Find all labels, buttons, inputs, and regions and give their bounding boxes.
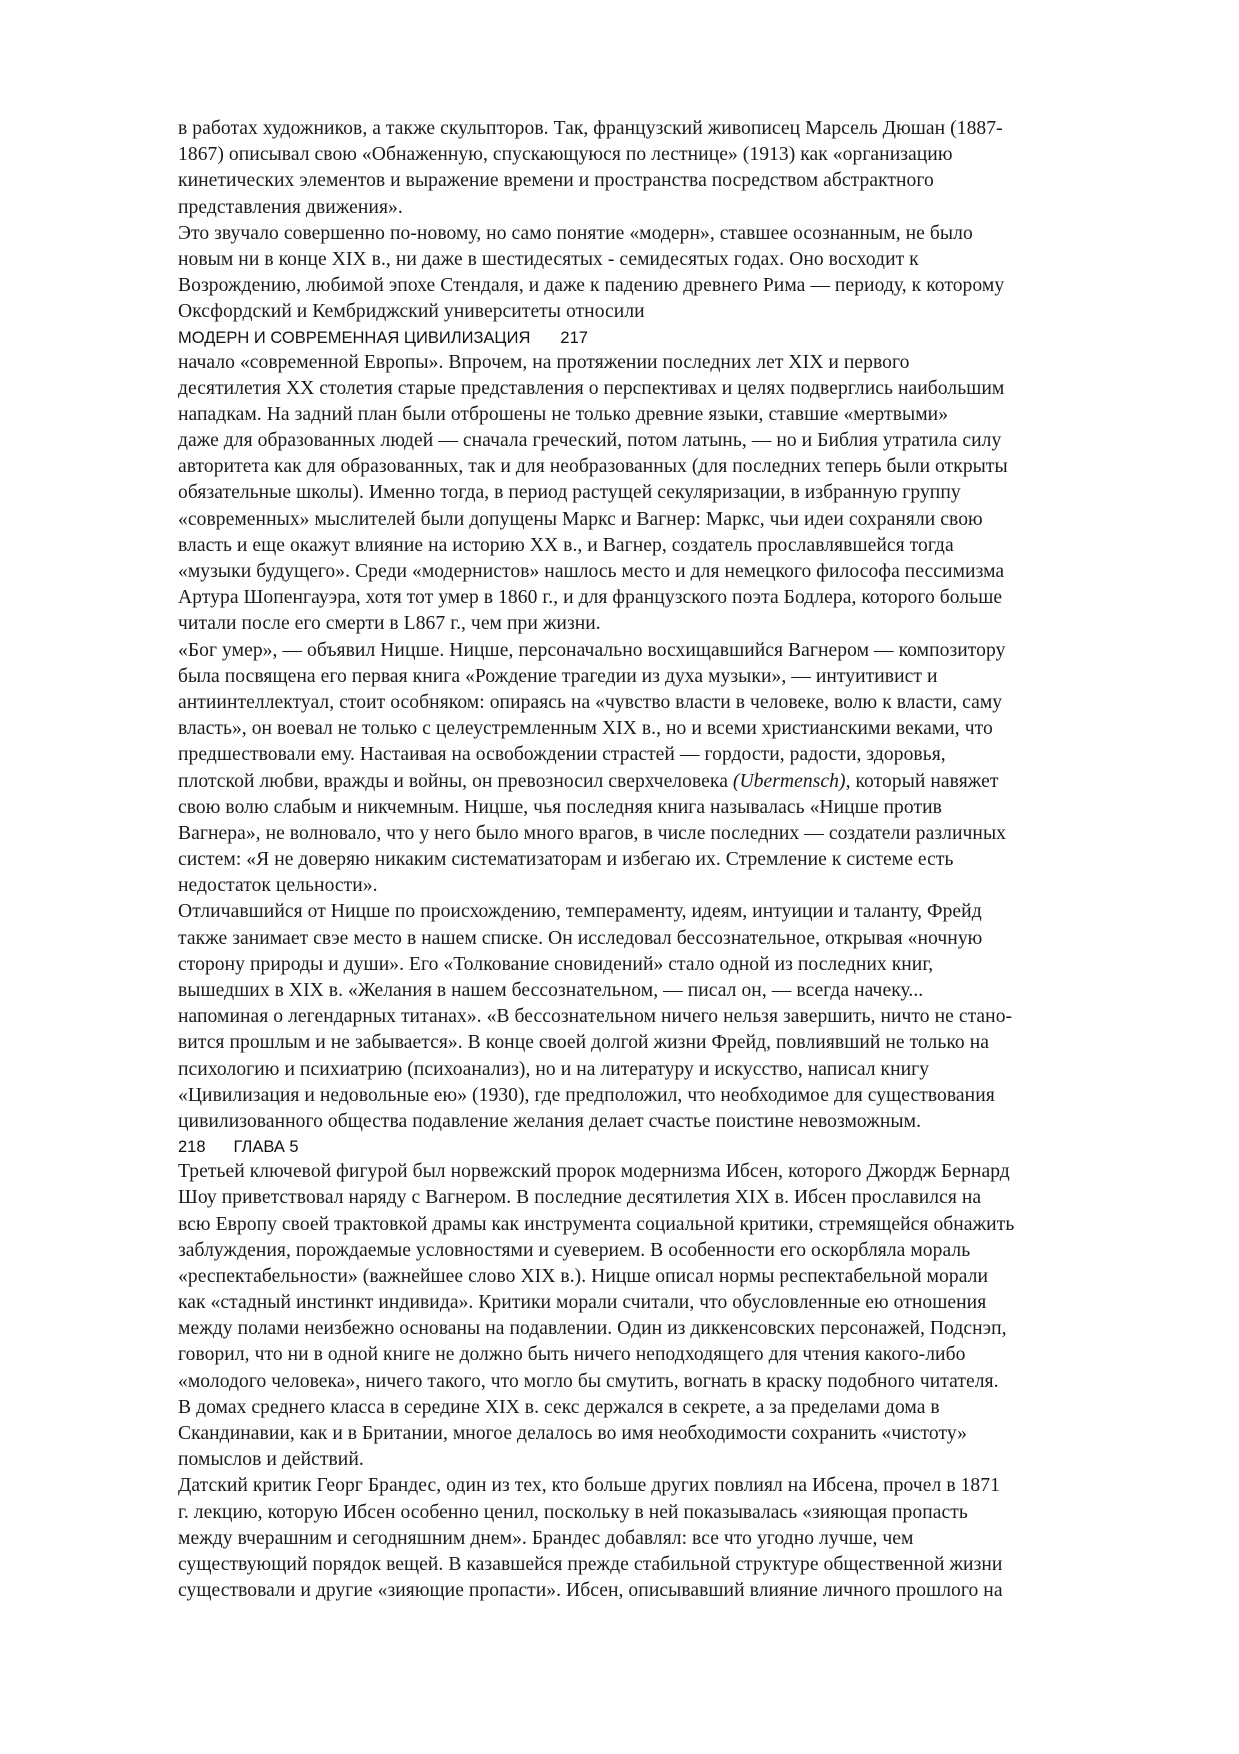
- text-block-3: [178, 795, 1158, 1135]
- text-line: цивилизованного общества подавление желания делает счастье поистине невозможным.: [178, 1110, 922, 1132]
- text-line: Это звучало совершенно по-новому, но само понятие «модерн», ставшее осознанным, не было: [178, 222, 973, 244]
- text-line: нападкам. На задний план были отброшены не только древние языки, ставшие «мертвыми»: [178, 403, 949, 425]
- text-line: существующий порядок вещей. В казавшейся прежде стабильной структуре общественной жизни: [178, 1553, 1003, 1575]
- text-line: власть», он воевал не только с целеустремленным XIX в., но и всеми христианскими веками, что: [178, 718, 993, 740]
- text-line: между вчерашним и сегодняшним днем». Брандес добавлял: все что угодно лучше, чем: [178, 1527, 914, 1549]
- text-line: даже для образованных людей — сначала греческий, потом латынь, — но и Библия утратила силу: [178, 430, 1002, 452]
- text-line: напоминая о легендарных титанах». «В бессознательном ничего нельзя завершить, ничто не стано-: [178, 1006, 1013, 1028]
- text-block-1: [178, 116, 1158, 326]
- text-line: сторону природы и души». Его «Толкование сновидений» стало одной из последних книг,: [178, 953, 934, 975]
- text-line: Датский критик Георг Брандес, один из тех, кто больше других повлиял на Ибсена, прочел в 1871: [178, 1475, 1000, 1497]
- text-line: заблуждения, порождаемые условностями и суеверием. В особенности его оскорбляла мораль: [178, 1239, 971, 1261]
- text-line: в работах художников, а также скульпторов. Так, французский живописец Марсель Дюшан (1887-: [178, 118, 1003, 139]
- text-line: свою волю слабым и никчемным. Ницше, чья последняя книга называлась «Ницше против: [178, 796, 942, 818]
- text-line: 1867) описывал свою «Обнаженную, спускающуюся по лестнице» (1913) как «организацию: [178, 144, 953, 166]
- page-number: 218: [178, 1138, 206, 1157]
- text-line: обязательные школы). Именно тогда, в период растущей секуляризации, в избранную группу: [178, 482, 961, 504]
- text-line: вышедших в XIX в. «Желания в нашем бессознательном, — писал он, — всегда начеку...: [178, 980, 924, 1001]
- running-header-217: [178, 326, 1158, 350]
- text-line: власть и еще окажут влияние на историю XX в., и Вагнер, создатель прославлявшейся тогда: [178, 534, 954, 556]
- text-line: «респектабельности» (важнейшее слово XIX в.). Ницше описал нормы респектабельной морали: [178, 1265, 989, 1287]
- text-line: г. лекцию, которую Ибсен особенно ценил, поскольку в ней показывалась «зияющая пропасть: [178, 1501, 968, 1523]
- italic-term: (Ubermensch),: [732, 770, 851, 792]
- text-line: новым ни в конце XIX в., ни даже в шестидесятых - семидесятых годах. Оно восходит к: [178, 248, 919, 270]
- text-line: предшествовали ему. Настаивая на освобождении страстей — гордости, радости, здоровья,: [178, 744, 946, 766]
- text-line: представления движения».: [178, 196, 403, 218]
- text-line: Артура Шопенгауэра, хотя тот умер в 1860 г., и для французского поэта Бодлера, которого больше: [178, 587, 1003, 609]
- text-line: Отличавшийся от Ницше по происхождению, темпераменту, идеям, интуиции и таланту, Фрейд: [178, 901, 982, 923]
- document-page: [178, 116, 1158, 1604]
- text-line: недостаток цельности».: [178, 875, 378, 897]
- text-line: Вагнера», не волновало, что у него было много врагов, в числе последних — создатели различных: [178, 822, 1007, 844]
- text-line: Оксфордский и Кембриджский университеты относили: [178, 301, 645, 323]
- text-line: «Цивилизация и недовольные ею» (1930), где предположил, что необходимое для существования: [178, 1084, 995, 1106]
- text-block-2: [178, 350, 1158, 769]
- text-line: Скандинавии, как и в Британии, многое делалось во имя необходимости сохранить «чистоту»: [178, 1423, 968, 1444]
- text-line: психологию и психиатрию (психоанализ), но и на литературу и искусство, написал книгу: [178, 1058, 930, 1080]
- text-block-4: [178, 1159, 1158, 1604]
- text-line: также занимает свэе место в нашем списке. Он исследовал бессознательное, открывая «ночную: [178, 927, 983, 949]
- running-header-title: ГЛАВА 5: [233, 1138, 299, 1157]
- text-line: читали после его смерти в L867 г., чем при жизни.: [178, 613, 601, 635]
- text-line: антиинтеллектуал, стоит особняком: опираясь на «чувство власти в человеке, волю к власти, саму: [178, 691, 1003, 713]
- text-line: помыслов и действий.: [178, 1449, 364, 1471]
- text-line: вится прошлым и не забывается». В конце своей долгой жизни Фрейд, повлиявший не только на: [178, 1032, 989, 1054]
- text-line: начало «современной Европы». Впрочем, на протяжении последних лет XIX и первого: [178, 351, 910, 373]
- text-line: между полами неизбежно основаны на подавлении. Один из диккенсовских персонажей, Подснэп,: [178, 1318, 1007, 1340]
- text-line: была посвящена его первая книга «Рождение трагедии из духа музыки», — интуитивист и: [178, 665, 938, 687]
- text-line: авторитета как для образованных, так и для необразованных (для последних теперь были открыты: [178, 456, 1008, 478]
- text-line: Шоу приветствовал наряду с Вагнером. В последние десятилетия XIX в. Ибсен прославился на: [178, 1187, 982, 1209]
- text-line: как «стадный инстинкт индивида». Критики морали считали, что обусловленные ею отношения: [178, 1292, 987, 1314]
- text-line: В домах среднего класса в середине XIX в. секс держался в секрете, а за пределами дома в: [178, 1396, 940, 1418]
- text-line: Третьей ключевой фигурой был норвежский пророк модернизма Ибсен, которого Джордж Бернард: [178, 1161, 1010, 1183]
- text-line: говорил, что ни в одной книге не должно быть ничего неподходящего для чтения какого-либо: [178, 1344, 966, 1366]
- running-header-title: МОДЕРН И СОВРЕМЕННАЯ ЦИВИЛИЗАЦИЯ: [178, 328, 531, 347]
- text-line: всю Европу своей трактовкой драмы как инструмента социальной критики, стремящейся обнажить: [178, 1213, 1015, 1235]
- text-line: систем: «Я не доверяю никаким систематизаторам и избегаю их. Стремление к системе есть: [178, 849, 954, 871]
- text-line: «молодого человека», ничего такого, что могло бы смутить, вогнать в краску подобного читателя.: [178, 1370, 999, 1392]
- text-line: Возрождению, любимой эпохе Стендаля, и даже к падению древнего Рима — периоду, к которому: [178, 275, 1005, 297]
- text-line: кинетических элементов и выражение времени и пространства посредством абстрактного: [178, 170, 934, 192]
- text-line: «музыки будущего». Среди «модернистов» нашлось место и для немецкого философа пессимизма: [178, 561, 1005, 582]
- text-line: существовали и другие «зияющие пропасти». Ибсен, описывавший влияние личного прошлого на: [178, 1580, 1003, 1602]
- page-number: 217: [560, 328, 588, 347]
- text-line: «Бог умер», — объявил Ницше. Ницше, персоначально восхищавшийся Вагнером — композитору: [178, 639, 1006, 661]
- text-line: десятилетия XX столетия старые представления о перспективах и целях подверглись наибольшим: [178, 377, 1005, 399]
- text-line: плотской любви, вражды и войны, он превозносил сверхчеловека (Ubermensch), который навяжет: [178, 770, 999, 792]
- running-header-218: [178, 1135, 1158, 1159]
- text-line: «современных» мыслителей были допущены Маркс и Вагнер: Маркс, чьи идеи сохраняли свою: [178, 508, 983, 530]
